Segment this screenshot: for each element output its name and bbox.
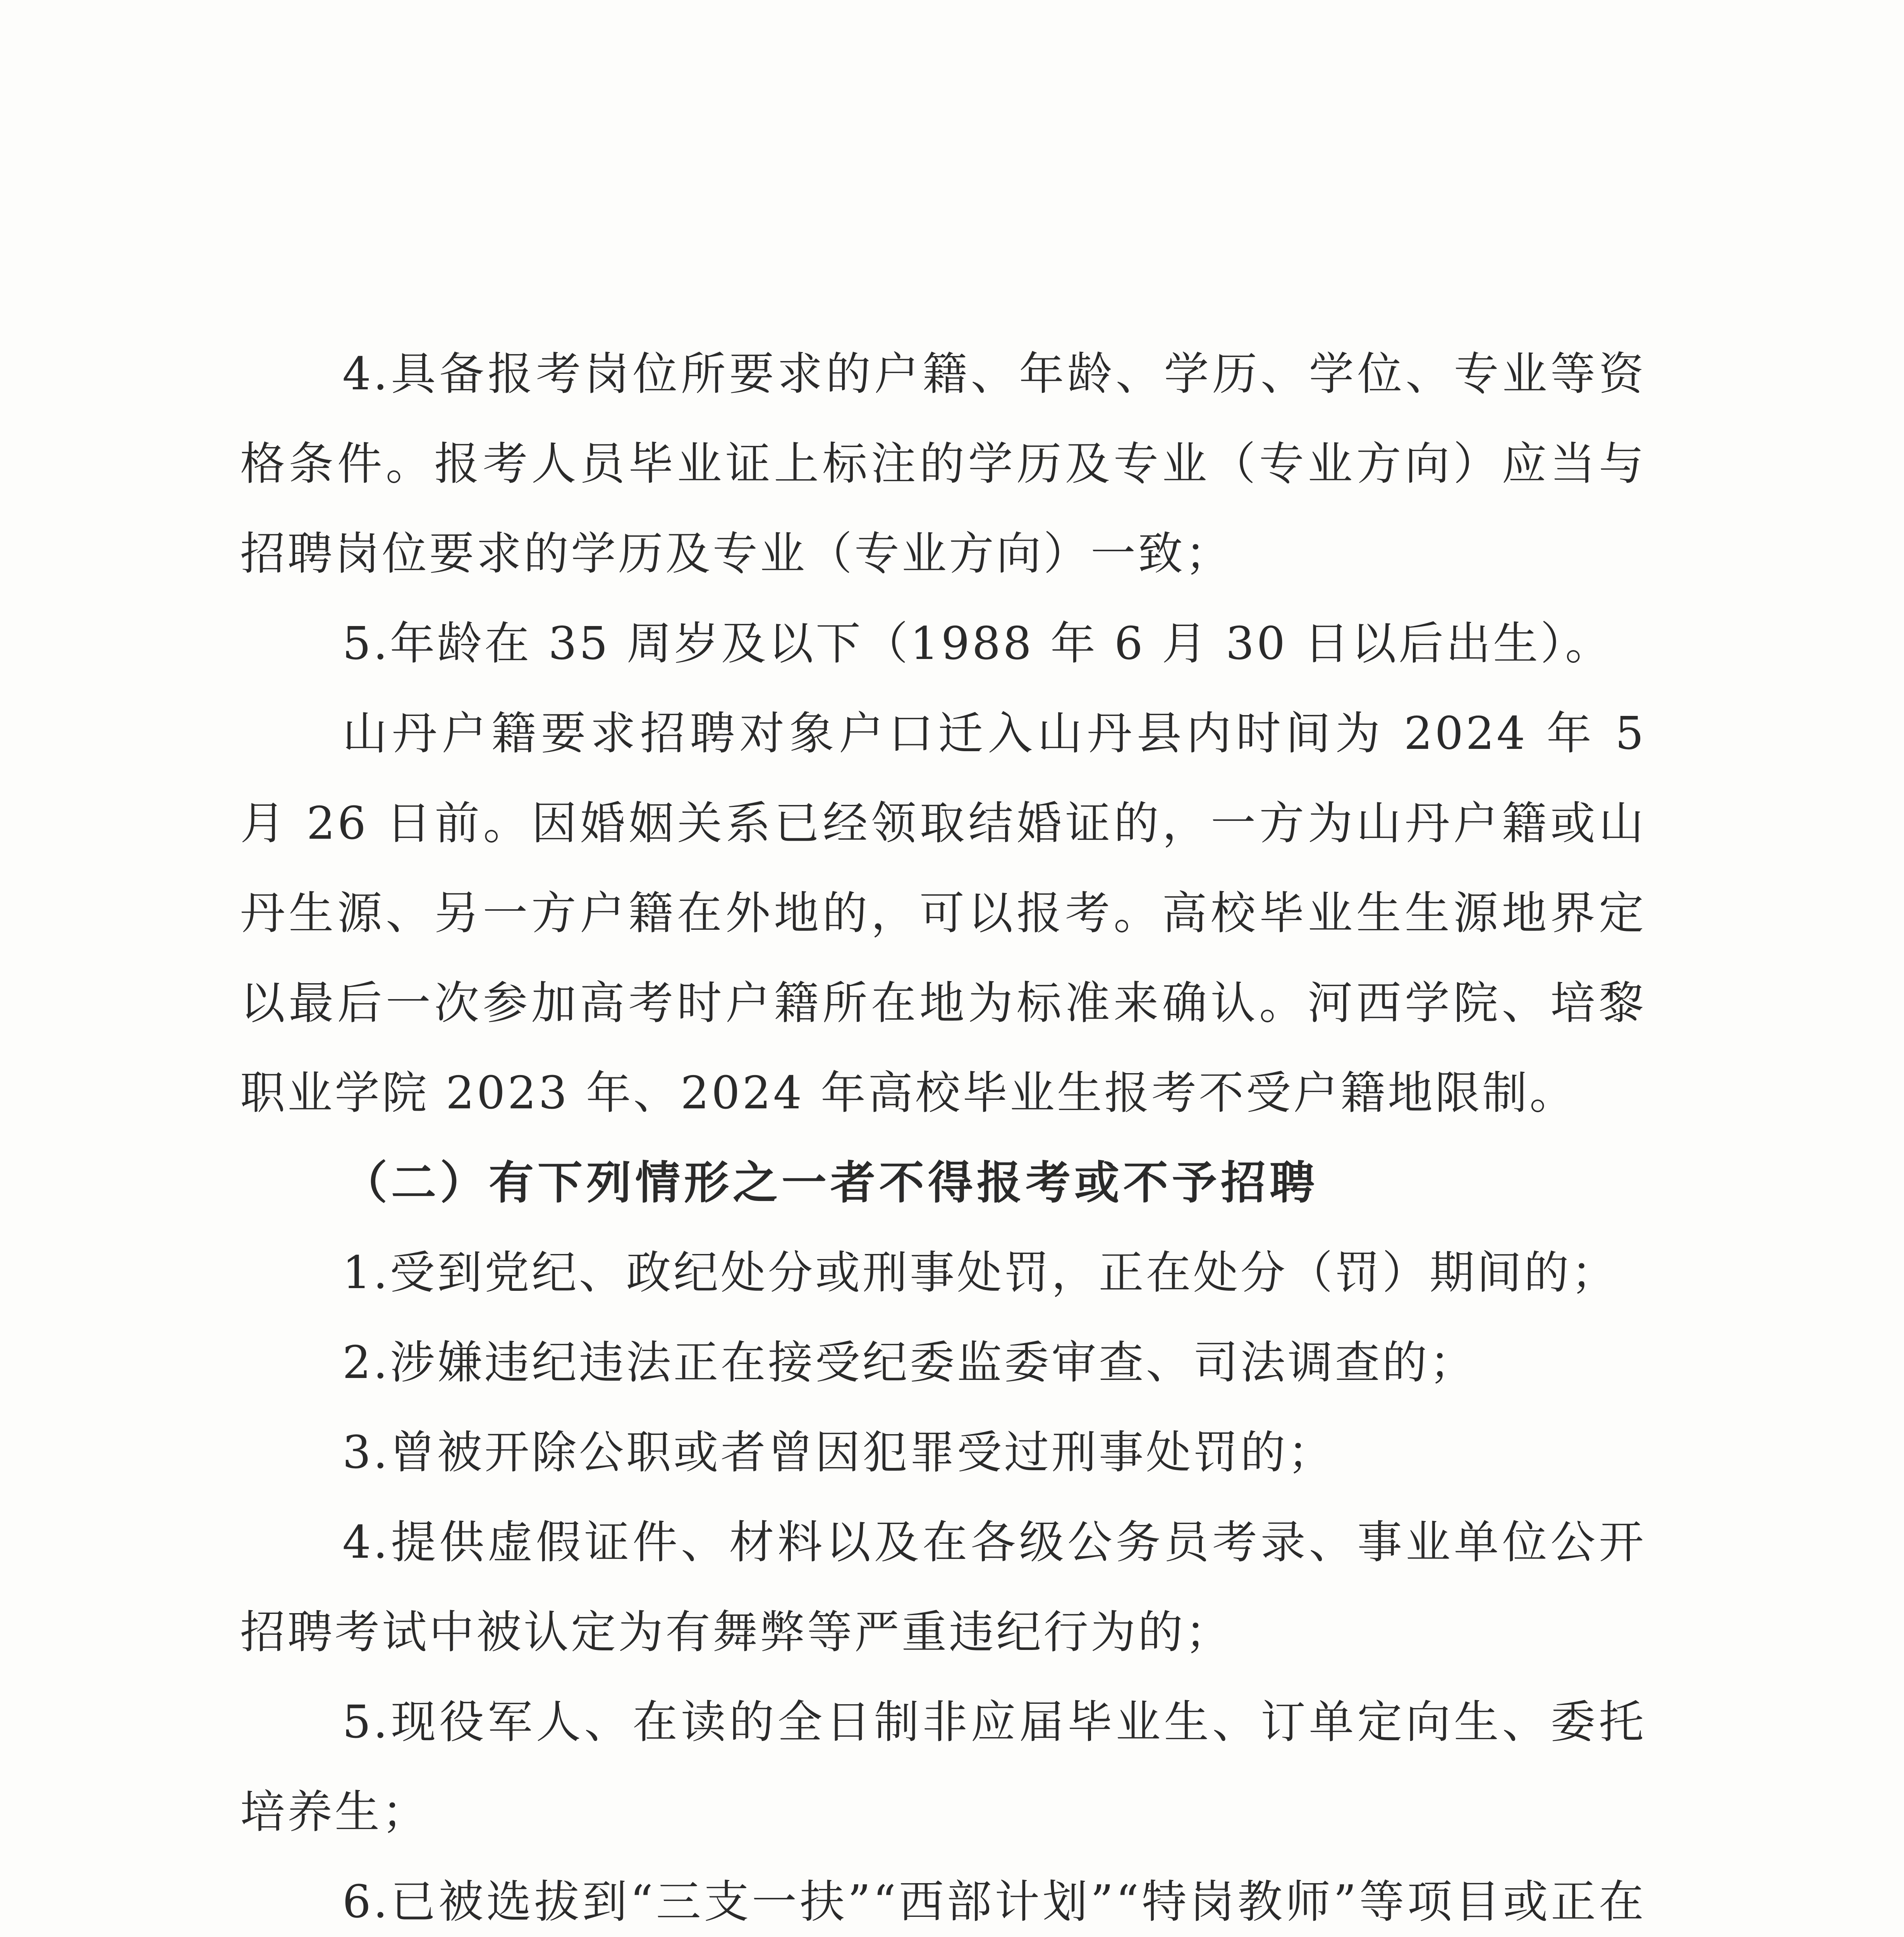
paragraph-requirement-4: 4.具备报考岗位所要求的户籍、年龄、学历、学位、专业等资格条件。报考人员毕业证上标注的学历及专业（专业方向）应当与招聘岗位要求的学历及专业（专业方向）一致； — [240, 348, 1646, 580]
section-heading-disqualifications: （二）有下列情形之一者不得报考或不予招聘 — [342, 1157, 1318, 1209]
paragraph-requirement-5: 5.年龄在 35 周岁及以下（1988 年 6 月 30 日以后出生）。 — [342, 618, 1613, 670]
paragraph-household-registration: 山丹户籍要求招聘对象户口迁入山丹县内时间为 2024 年 5 月 26 日前。因婚姻关系已经领取结婚证的，一方为山丹户籍或山丹生源、另一方户籍在外地的，可以报考。高校毕业生生源地界定以最后一次参加高考时户籍所在地为标准来确认。河西学院、培黎职业学院 2023 年、2024 年高校毕业生报考不受户籍地限制。 — [240, 707, 1646, 1119]
document-body — [240, 329, 1646, 1937]
paragraph-disqualification-5: 5.现役军人、在读的全日制非应届毕业生、订单定向生、委托培养生； — [240, 1696, 1646, 1838]
paragraph-disqualification-6: 6.已被选拔到“三支一扶”“西部计划”“特岗教师”等项目或正在 — [342, 1876, 1646, 1928]
paragraph-disqualification-2: 2.涉嫌违纪违法正在接受纪委监委审查、司法调查的； — [342, 1337, 1477, 1389]
paragraph-disqualification-1: 1.受到党纪、政纪处分或刑事处罚，正在处分（罚）期间的； — [342, 1247, 1619, 1299]
paragraph-disqualification-4: 4.提供虚假证件、材料以及在各级公务员考录、事业单位公开招聘考试中被认定为有舞弊等严重违纪行为的； — [240, 1516, 1646, 1658]
paragraph-disqualification-3: 3.曾被开除公职或者曾因犯罪受过刑事处罚的； — [342, 1426, 1335, 1479]
